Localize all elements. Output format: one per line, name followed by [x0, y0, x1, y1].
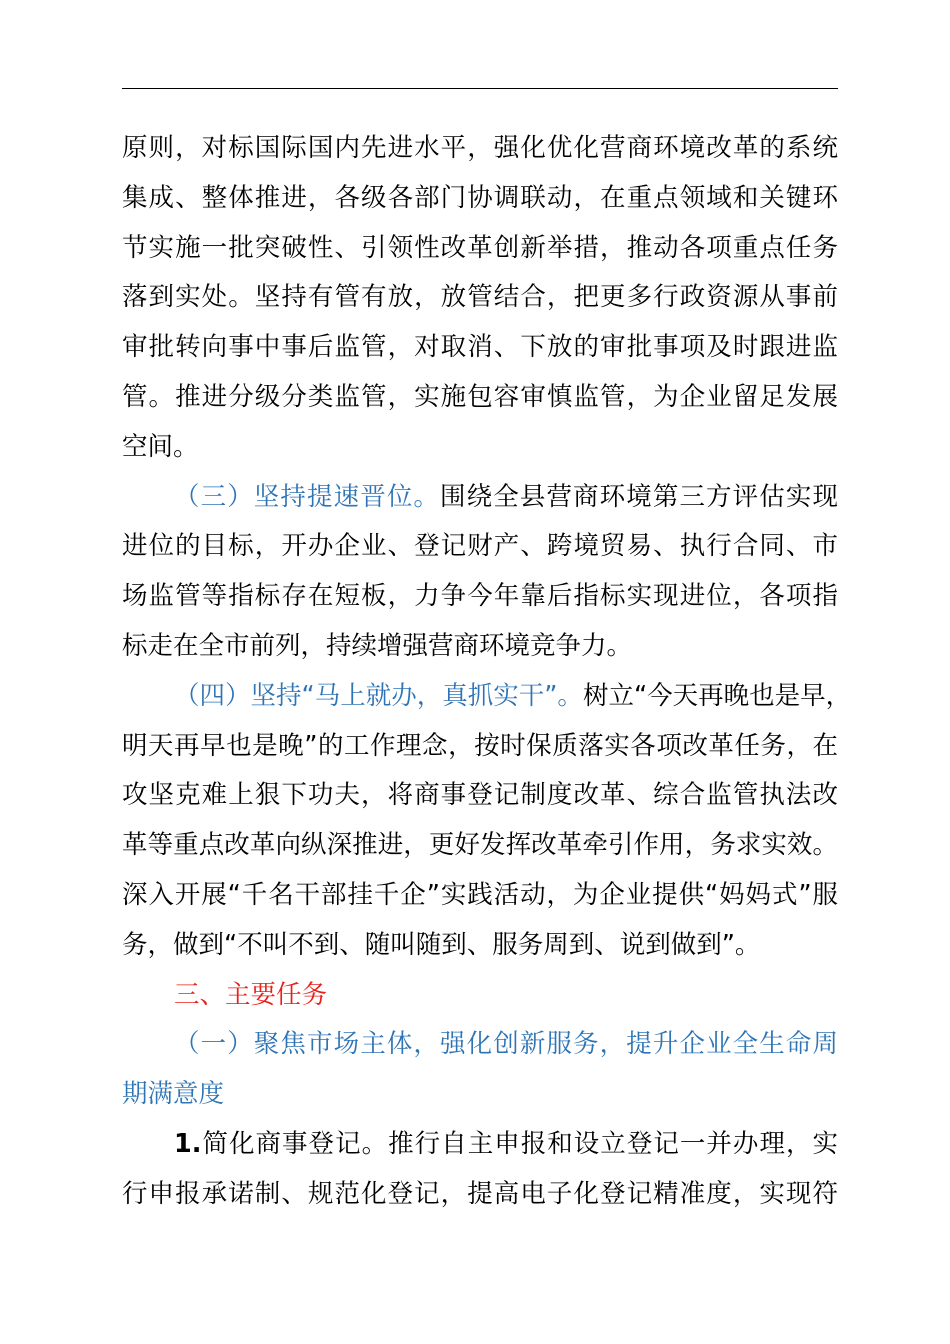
subsection-heading: （三）坚持提速晋位。	[174, 481, 441, 512]
text-line: 原则，对标国际国内先进水平，强化优化营商环境改革的系统	[122, 133, 838, 163]
text-line: 务，做到“不叫不到、随叫随到、服务周到、说到做到”。	[122, 929, 761, 960]
item-simplify-registration	[122, 1120, 838, 1220]
header-rule	[122, 88, 838, 89]
section-heading: 三、主要任务	[174, 979, 328, 1010]
text-run: 围绕全县营商环境第三方评估实现	[440, 481, 838, 512]
subsection-heading-line: （一）聚焦市场主体，强化创新服务，提升企业全生命周	[174, 1029, 838, 1060]
paragraph-principle	[122, 124, 838, 473]
text-line: 场监管等指标存在短板，力争今年靠后指标实现进位，各项指	[122, 581, 838, 612]
text-line: 深入开展“千名干部挂千企”实践活动，为企业提供“妈妈式”服	[122, 879, 838, 910]
text-line	[122, 672, 852, 722]
subsection-market-entities	[122, 1020, 838, 1120]
text-line: 标走在全市前列，持续增强营商环境竞争力。	[122, 630, 633, 661]
text-line: 进位的目标，开办企业、登记财产、跨境贸易、执行合同、市	[122, 531, 838, 562]
item-number: 1.	[174, 1128, 202, 1159]
document-body	[122, 124, 852, 1220]
text-line: 集成、整体推进，各级各部门协调联动，在重点领域和关键环	[122, 182, 838, 213]
text-run: 树立“今天再晚也是早，	[582, 680, 852, 711]
subsection-heading-line: 期满意度	[122, 1079, 225, 1110]
subsection-heading: （四）坚持“马上就办，真抓实干”。	[174, 680, 583, 711]
text-line: 明天再早也是晚”的工作理念，按时保质落实各项改革任务，在	[122, 730, 838, 761]
text-line: 节实施一批突破性、引领性改革创新举措，推动各项重点任务	[122, 232, 838, 263]
text-line: 管。推进分级分类监管，实施包容审慎监管，为企业留足发展	[122, 381, 838, 412]
text-line: 审批转向事中事后监管，对取消、下放的审批事项及时跟进监	[122, 332, 838, 363]
text-line: 行申报承诺制、规范化登记，提高电子化登记精准度，实现符	[122, 1178, 838, 1209]
paragraph-act-now	[122, 672, 852, 971]
text-line: 革等重点改革向纵深推进，更好发挥改革牵引作用，务求实效。	[122, 830, 838, 861]
text-run: 简化商事登记。推行自主申报和设立登记一并办理，实	[201, 1128, 838, 1159]
text-line	[122, 1120, 838, 1170]
text-line: 落到实处。坚持有管有放，放管结合，把更多行政资源从事前	[122, 282, 838, 313]
text-line: 攻坚克难上狠下功夫，将商事登记制度改革、综合监管执法改	[122, 780, 838, 811]
paragraph-speed-up	[122, 473, 838, 672]
text-line	[122, 473, 838, 523]
text-line: 空间。	[122, 431, 199, 462]
